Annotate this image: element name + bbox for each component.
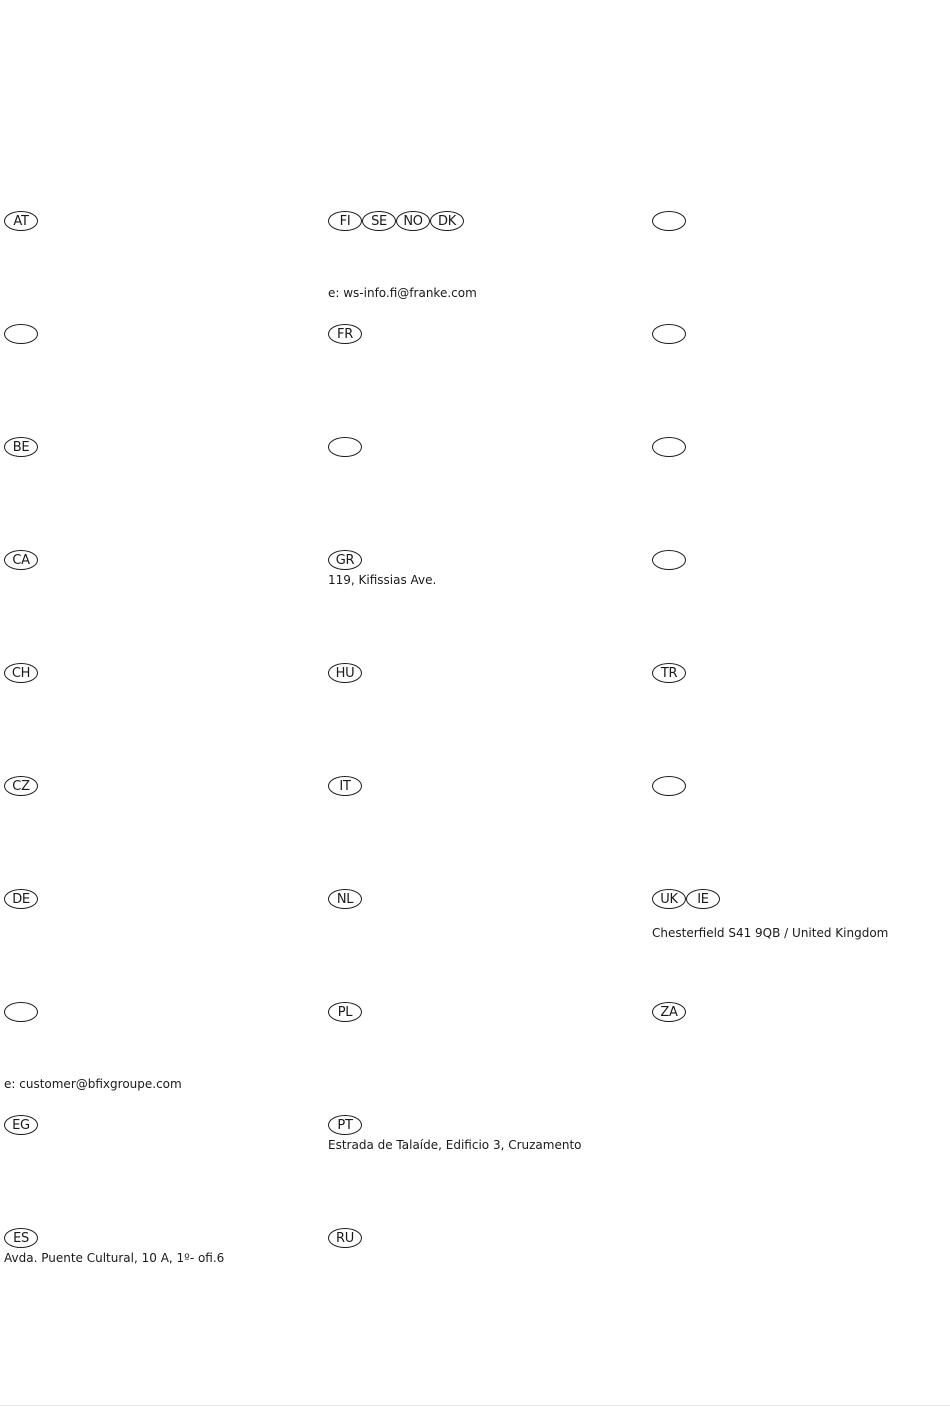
country-code-badge: FR [328, 324, 362, 344]
country-entry [652, 662, 950, 775]
country-code-badge: BE [4, 437, 38, 457]
country-badges [652, 436, 950, 458]
country-entry [328, 210, 628, 323]
country-entry [4, 1001, 304, 1114]
country-code-badge: HU [328, 663, 362, 683]
country-code-badge: PT [328, 1115, 362, 1135]
country-code-badge [4, 1002, 38, 1022]
country-code-badge: CH [4, 663, 38, 683]
country-entry [328, 436, 628, 549]
country-column-2 [328, 210, 628, 1340]
country-code-badge: RU [328, 1228, 362, 1248]
country-entry [328, 1001, 628, 1114]
country-entry [652, 436, 950, 549]
country-entry [328, 888, 628, 1001]
country-code-badge: SE [362, 211, 396, 231]
country-badges [328, 210, 628, 232]
country-code-badge: AT [4, 211, 38, 231]
country-entry [4, 775, 304, 888]
country-entry [4, 323, 304, 436]
country-code-badge: ES [4, 1228, 38, 1248]
country-entry [652, 775, 950, 888]
footer-divider [0, 1405, 950, 1406]
country-code-badge: FI [328, 211, 362, 231]
country-entry [328, 323, 628, 436]
country-badges [652, 888, 950, 910]
country-entry [652, 323, 950, 436]
country-code-badge: NO [396, 211, 430, 231]
country-code-badge [652, 324, 686, 344]
country-badges [652, 662, 950, 684]
country-code-badge [4, 324, 38, 344]
country-entry [4, 888, 304, 1001]
country-badges [4, 662, 304, 684]
country-entry [652, 549, 950, 662]
country-badges [328, 1001, 628, 1023]
country-entry [328, 1227, 628, 1340]
country-badges [4, 1001, 304, 1023]
country-entry [4, 549, 304, 662]
country-entry [4, 436, 304, 549]
contact-detail-text: Estrada de Talaíde, Edificio 3, Cruzamento [328, 1138, 582, 1152]
country-code-badge: EG [4, 1115, 38, 1135]
contact-detail-text: Avda. Puente Cultural, 10 A, 1º- ofi.6 [4, 1251, 225, 1265]
country-badges [652, 775, 950, 797]
country-badges [328, 436, 628, 458]
country-badges [328, 1227, 628, 1249]
country-code-badge: GR [328, 550, 362, 570]
country-badges [4, 210, 304, 232]
contact-detail-text: e: ws-info.fi@franke.com [328, 286, 477, 300]
contact-detail-text: 119, Kifissias Ave. [328, 573, 437, 587]
country-code-badge: TR [652, 663, 686, 683]
country-entry [4, 210, 304, 323]
country-badges [328, 662, 628, 684]
country-badges [4, 549, 304, 571]
country-entry [652, 888, 950, 1001]
country-badges [328, 775, 628, 797]
country-code-badge [652, 211, 686, 231]
country-code-badge: PL [328, 1002, 362, 1022]
country-code-badge [652, 437, 686, 457]
country-badges [328, 888, 628, 910]
country-badges [652, 1001, 950, 1023]
country-entry [652, 210, 950, 323]
country-badges [4, 436, 304, 458]
country-badges [4, 1227, 304, 1249]
country-entry [328, 1114, 628, 1227]
country-code-badge: IT [328, 776, 362, 796]
country-badges [652, 549, 950, 571]
country-code-badge: ZA [652, 1002, 686, 1022]
country-entry [652, 1001, 950, 1114]
country-entry [4, 1227, 304, 1340]
country-code-badge [328, 437, 362, 457]
country-badges [328, 323, 628, 345]
country-entry [4, 1114, 304, 1227]
country-code-badge: CA [4, 550, 38, 570]
country-column-3 [652, 210, 950, 1114]
country-code-badge: NL [328, 889, 362, 909]
contact-detail-text: e: customer@bfixgroupe.com [4, 1077, 182, 1091]
country-badges [652, 323, 950, 345]
country-entry [4, 662, 304, 775]
country-badges [4, 775, 304, 797]
country-badges [652, 210, 950, 232]
country-code-badge: IE [686, 889, 720, 909]
country-badges [4, 888, 304, 910]
country-code-badge: UK [652, 889, 686, 909]
country-column-1 [4, 210, 304, 1340]
country-code-badge: DK [430, 211, 464, 231]
country-code-badge [652, 550, 686, 570]
country-code-badge: CZ [4, 776, 38, 796]
country-code-badge: DE [4, 889, 38, 909]
country-badges [328, 549, 628, 571]
country-badges [4, 1114, 304, 1136]
country-code-badge [652, 776, 686, 796]
country-badges [4, 323, 304, 345]
contact-detail-text: Chesterfield S41 9QB / United Kingdom [652, 926, 889, 940]
country-entry [328, 662, 628, 775]
country-entry [328, 549, 628, 662]
country-entry [328, 775, 628, 888]
country-badges [328, 1114, 628, 1136]
